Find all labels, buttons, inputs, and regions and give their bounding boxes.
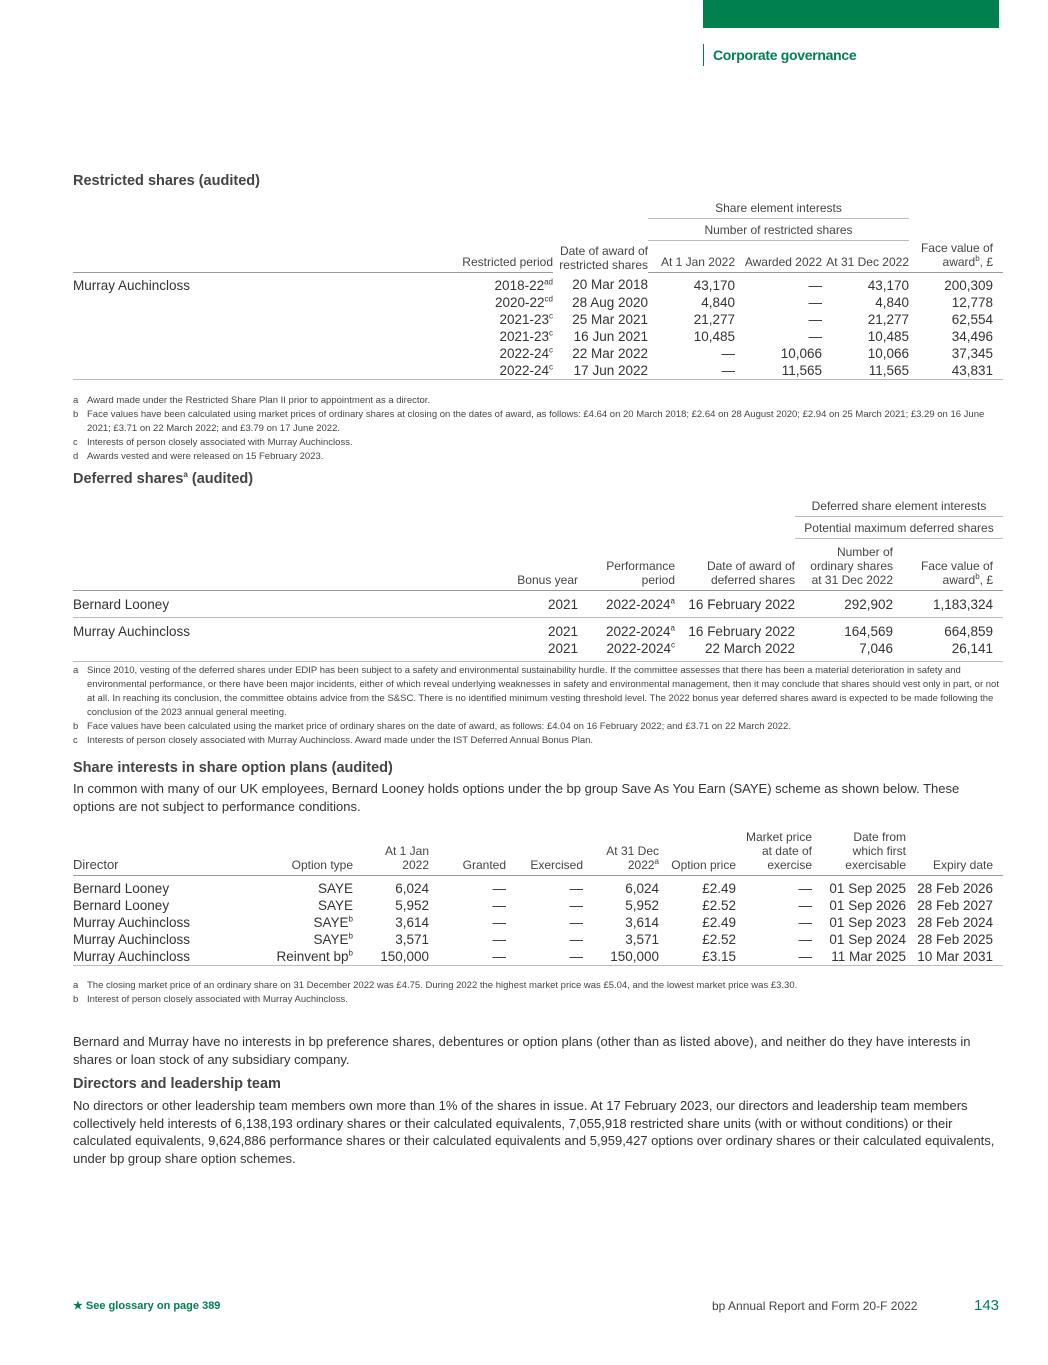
exercised: — bbox=[569, 881, 583, 896]
director-name: Murray Auchincloss bbox=[73, 915, 191, 930]
at-31-dec: 5,952 bbox=[625, 898, 659, 913]
awarded: — bbox=[808, 311, 822, 327]
market-price: — bbox=[798, 915, 812, 930]
col-restricted-period: Restricted period bbox=[403, 241, 553, 273]
at-31-dec: 11,565 bbox=[822, 362, 909, 380]
footnote: d Awards vested and were released on 15 February 2023. bbox=[73, 451, 324, 462]
table-row bbox=[73, 914, 1003, 931]
option-type: Reinvent $bp^b$ bbox=[233, 948, 353, 966]
at-1-jan: — bbox=[648, 362, 735, 380]
at-31-dec: 43,170 bbox=[867, 277, 909, 293]
col-option-price: Option price bbox=[659, 830, 736, 876]
footnote: a The closing market price of an ordinary share on 31 December 2022 was £4.75. During 2022 the highest market price was £5.04, and the lowest market price was £3.30. bbox=[73, 980, 798, 991]
director-name bbox=[73, 640, 493, 662]
option-price: £2.49 bbox=[702, 915, 736, 930]
exercised: — bbox=[569, 898, 583, 913]
director-name: Bernard Looney bbox=[73, 591, 493, 618]
director-name bbox=[73, 328, 403, 345]
col-face-value-deferred: Face value of award$^b$, £ bbox=[903, 539, 1003, 591]
awarded: — bbox=[808, 328, 822, 344]
number-shares: 7,046 bbox=[795, 640, 903, 662]
granted: — bbox=[492, 881, 506, 896]
table-row bbox=[73, 640, 1003, 662]
at-1-jan: 6,024 bbox=[395, 881, 429, 896]
deferred-interests-header: Deferred share element interests bbox=[795, 495, 1003, 517]
expiry-date: 28 Feb 2025 bbox=[917, 932, 993, 947]
at-31-dec: 3,614 bbox=[625, 915, 659, 930]
performance-period: 2022-2024$^c$ bbox=[578, 640, 675, 662]
table-row bbox=[73, 362, 1003, 380]
award-date: 22 March 2022 bbox=[675, 640, 795, 662]
col-performance-period: Performance period bbox=[578, 539, 675, 591]
at-1-jan: 5,952 bbox=[395, 898, 429, 913]
director-name: Murray Auchincloss bbox=[73, 624, 191, 639]
face-value: 664,859 bbox=[944, 624, 993, 639]
award-date: 16 February 2022 bbox=[688, 624, 795, 639]
restricted-period: 2021-23$^c$ bbox=[499, 328, 553, 344]
award-date: 16 February 2022 bbox=[675, 591, 795, 618]
first-exercisable: 01 Sep 2026 bbox=[829, 898, 906, 913]
col-exercised: Exercised bbox=[506, 830, 583, 876]
face-value: 37,345 bbox=[951, 345, 993, 361]
col-market-price: Market price at date of exercise bbox=[736, 830, 812, 876]
award-date: 22 Mar 2022 bbox=[572, 345, 648, 361]
at-1-jan: 10,485 bbox=[693, 328, 735, 344]
at-1-jan: — bbox=[721, 345, 735, 361]
table-row bbox=[73, 897, 1003, 914]
director-name bbox=[73, 345, 403, 362]
number-shares: 164,569 bbox=[844, 624, 893, 639]
market-price: — bbox=[798, 881, 812, 896]
option-price: £2.52 bbox=[702, 932, 736, 947]
footnote: b Interest of person closely associated with Murray Auchincloss. bbox=[73, 994, 348, 1005]
director-name: Murray Auchincloss bbox=[73, 948, 233, 966]
col-opt-jan: At 1 Jan 2022 bbox=[353, 830, 429, 876]
option-price: £2.52 bbox=[702, 898, 736, 913]
face-value: 34,496 bbox=[951, 328, 993, 344]
footnote: b Face values have been calculated using the market price of ordinary shares on the date of award, as follows: £4.04 on 16 February 2022; and £3.71 on 22 March 2022. bbox=[73, 721, 791, 732]
director-name bbox=[73, 362, 403, 380]
at-31-dec: 4,840 bbox=[875, 294, 909, 310]
options-table bbox=[73, 830, 1003, 966]
table-row bbox=[73, 948, 1003, 966]
options-notes bbox=[73, 979, 1003, 1007]
director-name bbox=[73, 294, 403, 311]
col-awarded: Awarded 2022 bbox=[735, 241, 822, 273]
at-31-dec: 10,485 bbox=[867, 328, 909, 344]
deferred-notes bbox=[73, 664, 1003, 748]
leadership-text: No directors or other leadership team members own more than 1% of the shares in issue. At 17 February 2023, our directors and leadership team members collectively held interests of 6,138,193 ordinary shares or their calculated equivalents, 7,055,918 restricted share units (with or without conditions) or their calculated equivalents, 9,624,886 performance shares or their calculated equivalents and 5,959,427 options over ordinary shares or their calculated equivalents, under bp group share option schemes. bbox=[73, 1098, 995, 1166]
bonus-year: 2021 bbox=[493, 591, 578, 618]
restricted-shares-heading: Restricted shares (audited) bbox=[73, 173, 260, 189]
exercised: — bbox=[569, 915, 583, 930]
col-first-exercisable: Date from which first exercisable bbox=[812, 830, 906, 876]
market-price: — bbox=[798, 898, 812, 913]
option-type: SAYE$^b$ bbox=[313, 931, 353, 947]
deferred-shares-heading: Deferred shares$^a$ (audited) bbox=[73, 470, 254, 487]
performance-period: 2022-2024$^a$ bbox=[605, 623, 675, 639]
restricted-period: $2018-22^{ad}$ bbox=[494, 277, 553, 293]
first-exercisable: 11 Mar 2025 bbox=[812, 948, 906, 966]
header-accent-bar bbox=[703, 0, 999, 28]
table-row bbox=[73, 345, 1003, 362]
at-1-jan: 43,170 bbox=[693, 277, 735, 293]
expiry-date: 28 Feb 2026 bbox=[917, 881, 993, 896]
col-opt-dec: At 31 Dec 2022$^a$ bbox=[583, 830, 659, 876]
face-value: 62,554 bbox=[951, 311, 993, 327]
at-1-jan: 150,000 bbox=[353, 948, 429, 966]
deferred-shares-table bbox=[73, 495, 1003, 662]
glossary-link[interactable]: ★ See glossary on page 389 bbox=[73, 1300, 221, 1312]
face-value: 200,309 bbox=[944, 277, 993, 293]
footnote: c Interests of person closely associated with Murray Auchincloss. bbox=[73, 437, 353, 448]
col-option-type: Option type bbox=[233, 830, 353, 876]
col-granted: Granted bbox=[429, 830, 506, 876]
restricted-period: 2022-24$^c$ bbox=[499, 345, 553, 361]
director-name: Bernard Looney bbox=[73, 881, 170, 896]
options-heading: Share interests in share option plans (audited) bbox=[73, 760, 393, 776]
award-date: 16 Jun 2021 bbox=[573, 328, 648, 344]
market-price: — bbox=[798, 932, 812, 947]
market-price: — bbox=[736, 948, 812, 966]
col-at-1-jan: At 1 Jan 2022 bbox=[648, 241, 735, 273]
award-date: 17 Jun 2022 bbox=[553, 362, 648, 380]
director-name bbox=[73, 311, 403, 328]
performance-period: 2022-2024$^a$ bbox=[578, 591, 675, 618]
granted: — bbox=[492, 932, 506, 947]
restricted-notes bbox=[73, 394, 1003, 464]
closing-paragraph: Bernard and Murray have no interests in bp preference shares, debentures or option plans (other than as listed above), and neither do they have interests in shares or loan stock of any subsidiary company. bbox=[73, 1034, 971, 1067]
number-restricted-header: Number of restricted shares bbox=[648, 219, 909, 241]
award-date: 28 Aug 2020 bbox=[572, 294, 648, 310]
expiry-date: 10 Mar 2031 bbox=[906, 948, 1003, 966]
at-1-jan: 4,840 bbox=[701, 294, 735, 310]
table-row bbox=[73, 328, 1003, 345]
table-row bbox=[73, 294, 1003, 311]
table-row bbox=[73, 618, 1003, 641]
award-date: 20 Mar 2018 bbox=[572, 277, 648, 293]
award-date: 25 Mar 2021 bbox=[572, 311, 648, 327]
granted: — bbox=[429, 948, 506, 966]
footnote: b Face values have been calculated using market prices of ordinary shares at closing on the dates of award, as follows: £4.64 on 20 March 2018; £2.64 on 28 August 2020; £2.94 on 25 March 2021; £3.29 on 16 June 2021; £3.71 on 22 March 2022; and £3.79 on 17 June 2022. bbox=[73, 409, 985, 434]
col-date-award: Date of award of restricted shares bbox=[559, 244, 648, 272]
number-shares: 292,902 bbox=[795, 591, 903, 618]
restricted-period: $2020-22^{cd}$ bbox=[495, 294, 553, 310]
awarded: — bbox=[808, 277, 822, 293]
col-date-award-deferred: Date of award of deferred shares bbox=[675, 539, 795, 591]
at-1-jan: 3,614 bbox=[395, 915, 429, 930]
at-31-dec: 3,571 bbox=[625, 932, 659, 947]
expiry-date: 28 Feb 2027 bbox=[917, 898, 993, 913]
option-price: £2.49 bbox=[702, 881, 736, 896]
at-1-jan: 3,571 bbox=[395, 932, 429, 947]
face-value: 1,183,324 bbox=[903, 591, 1003, 618]
exercised: — bbox=[506, 948, 583, 966]
face-value: 43,831 bbox=[909, 362, 1003, 380]
col-face-value: Face value of award$^b$, £ bbox=[909, 241, 1003, 273]
first-exercisable: 01 Sep 2024 bbox=[829, 932, 906, 947]
granted: — bbox=[492, 915, 506, 930]
first-exercisable: 01 Sep 2023 bbox=[829, 915, 906, 930]
table-row bbox=[73, 311, 1003, 328]
expiry-date: 28 Feb 2024 bbox=[917, 915, 993, 930]
exercised: — bbox=[569, 932, 583, 947]
bonus-year: 2021 bbox=[547, 624, 578, 639]
awarded: 10,066 bbox=[780, 345, 822, 361]
director-name: Murray Auchincloss bbox=[73, 277, 191, 293]
option-type: SAYE$^b$ bbox=[313, 914, 353, 930]
restricted-period: 2021-23$^c$ bbox=[499, 311, 553, 327]
footnote: a Award made under the Restricted Share Plan II prior to appointment as a director. bbox=[73, 395, 431, 406]
option-type: SAYE bbox=[317, 881, 353, 896]
awarded: — bbox=[808, 294, 822, 310]
bonus-year: 2021 bbox=[493, 640, 578, 662]
col-at-31-dec: At 31 Dec 2022 bbox=[822, 241, 909, 273]
option-type: SAYE bbox=[317, 898, 353, 913]
table-row bbox=[73, 272, 1003, 294]
director-name: Murray Auchincloss bbox=[73, 932, 191, 947]
face-value: 26,141 bbox=[903, 640, 1003, 662]
at-31-dec: 21,277 bbox=[867, 311, 909, 327]
col-bonus-year: Bonus year bbox=[493, 539, 578, 591]
awarded: 11,565 bbox=[735, 362, 822, 380]
granted: — bbox=[492, 898, 506, 913]
restricted-shares-table bbox=[73, 197, 1003, 380]
table-row bbox=[73, 876, 1003, 898]
col-number-shares: Number of ordinary shares at 31 Dec 2022 bbox=[795, 539, 903, 591]
table-row bbox=[73, 931, 1003, 948]
footnote: c Interests of person closely associated with Murray Auchincloss. Award made under the IST Deferred Annual Bonus Plan. bbox=[73, 735, 594, 746]
at-31-dec: 150,000 bbox=[583, 948, 659, 966]
director-name: Bernard Looney bbox=[73, 898, 170, 913]
options-intro: In common with many of our UK employees, Bernard Looney holds options under the bp group Save As You Earn (SAYE) scheme as shown below. These options are not subject to performance conditions. bbox=[73, 781, 960, 814]
page-number: 143 bbox=[974, 1297, 1000, 1314]
face-value: 12,778 bbox=[951, 294, 993, 310]
restricted-period: 2022-24$^c$ bbox=[403, 362, 553, 380]
col-expiry-date: Expiry date bbox=[906, 830, 1003, 876]
potential-max-header: Potential maximum deferred shares bbox=[795, 517, 1003, 539]
share-element-interests-header: Share element interests bbox=[648, 197, 909, 219]
at-31-dec: 10,066 bbox=[867, 345, 909, 361]
footnote: a Since 2010, vesting of the deferred shares under EDIP has been subject to a safety and environmental sustainability hurdle. If the committee assesses that there has been a material deterioration in safety and environmental performance, or there have been major incidents, either of which reveal underlying weaknesses in safety and environmental management, then it may conclude that shares should vest only in part, or not at all. In reaching its conclusion, the committee obtains advice from the S&SC. There is no identified minimum vesting threshold level. The 2022 bonus year deferred shares award is expected to be made following the conclusion of the 2023 annual general meeting. bbox=[73, 665, 999, 718]
leadership-heading: Directors and leadership team bbox=[73, 1076, 281, 1092]
col-director: Director bbox=[73, 830, 233, 876]
option-price: £3.15 bbox=[659, 948, 736, 966]
first-exercisable: 01 Sep 2025 bbox=[829, 881, 906, 896]
at-1-jan: 21,277 bbox=[693, 311, 735, 327]
table-row bbox=[73, 591, 1003, 618]
report-title: bp Annual Report and Form 20-F 2022 bbox=[712, 1299, 918, 1313]
at-31-dec: 6,024 bbox=[625, 881, 659, 896]
section-title: Corporate governance bbox=[703, 44, 856, 66]
